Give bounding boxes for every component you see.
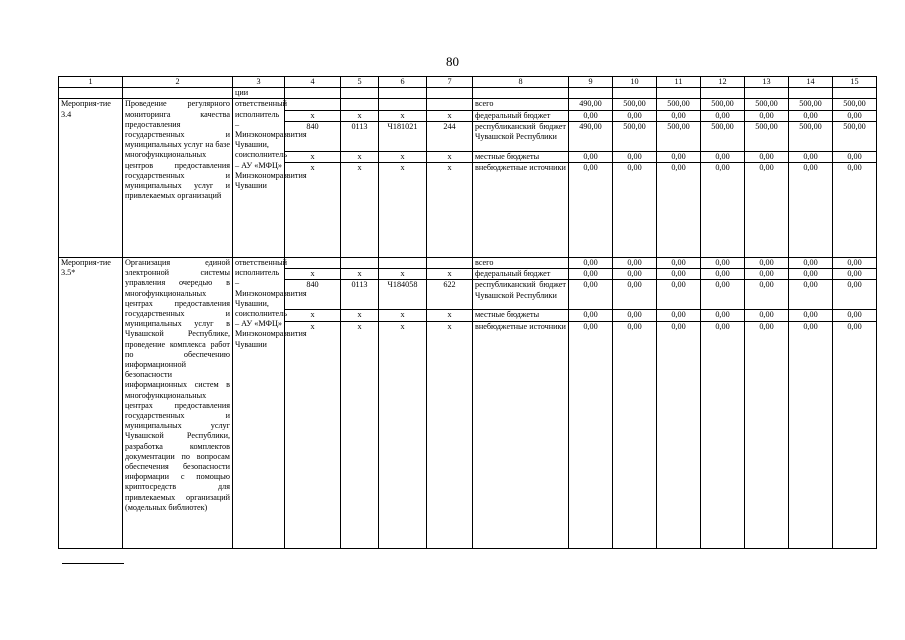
col-header: 10 xyxy=(613,77,657,88)
budget-code-cell xyxy=(285,258,341,269)
amount-cell: 500,00 xyxy=(613,121,657,151)
amount-cell: 0,00 xyxy=(789,163,833,258)
col-header: 6 xyxy=(379,77,427,88)
budget-row xyxy=(59,258,877,269)
budget-code-cell: x xyxy=(427,321,473,548)
amount-cell: 0,00 xyxy=(569,258,613,269)
amount-cell: 0,00 xyxy=(833,110,877,121)
column-numbers-row xyxy=(59,77,877,88)
budget-code-cell: 622 xyxy=(427,280,473,310)
amount-cell: 0,00 xyxy=(657,110,701,121)
amount-cell: 0,00 xyxy=(569,310,613,321)
continuation-text: ции xyxy=(233,88,285,99)
amount-cell: 0,00 xyxy=(569,163,613,258)
budget-code-cell xyxy=(427,99,473,110)
activity-description: Организация единой электронной системы управления очередью в многофункциональных центрах предоставления государственных и муниципальных услуг в Чувашской Республике, проведение комплекса работ по обеспечению информационной безопасности информационных систем в многофункциональных центрах предоставления государственных и муниципальных услуг Чувашской Республики, разработка комплектов документации по вопросам обеспечения безопасности информации с помощью криптосредств для привлекаемых организаций (модельных библиотек) xyxy=(125,258,230,512)
col-header: 13 xyxy=(745,77,789,88)
amount-cell: 0,00 xyxy=(789,280,833,310)
budget-code-cell: x xyxy=(341,310,379,321)
amount-cell: 0,00 xyxy=(789,321,833,548)
col-header: 14 xyxy=(789,77,833,88)
activity-executor: ответственный исполнитель – Минэкономразвития Чувашии, соисполнитель – АУ «МФЦ» Минэкономразвития Чувашии xyxy=(235,258,307,349)
amount-cell: 0,00 xyxy=(701,321,745,548)
amount-cell: 500,00 xyxy=(657,99,701,110)
amount-cell: 0,00 xyxy=(613,321,657,548)
budget-code-cell: x xyxy=(379,163,427,258)
budget-code-cell: x xyxy=(427,163,473,258)
amount-cell: 0,00 xyxy=(789,310,833,321)
col-header: 12 xyxy=(701,77,745,88)
budget-code-cell: x xyxy=(427,110,473,121)
col-header: 2 xyxy=(123,77,233,88)
page-number: 80 xyxy=(446,54,459,69)
amount-cell: 0,00 xyxy=(833,269,877,280)
amount-cell: 0,00 xyxy=(745,163,789,258)
amount-cell: 0,00 xyxy=(657,163,701,258)
budget-code-cell: x xyxy=(285,310,341,321)
amount-cell: 0,00 xyxy=(833,321,877,548)
amount-cell: 500,00 xyxy=(833,99,877,110)
budget-code-cell xyxy=(285,99,341,110)
budget-code-cell: x xyxy=(427,151,473,162)
footnote-separator xyxy=(62,563,124,564)
col-header: 15 xyxy=(833,77,877,88)
budget-code-cell: x xyxy=(379,269,427,280)
funding-source: местные бюджеты xyxy=(473,151,569,162)
funding-source: всего xyxy=(473,99,569,110)
funding-source: внебюджетные источники xyxy=(473,321,569,548)
budget-code-cell: x xyxy=(341,163,379,258)
col-header: 5 xyxy=(341,77,379,88)
budget-code-cell xyxy=(427,258,473,269)
budget-code-cell: x xyxy=(341,269,379,280)
budget-code-cell: x xyxy=(379,110,427,121)
amount-cell: 0,00 xyxy=(657,151,701,162)
amount-cell: 500,00 xyxy=(701,121,745,151)
amount-cell: 0,00 xyxy=(569,110,613,121)
amount-cell: 0,00 xyxy=(613,163,657,258)
amount-cell: 0,00 xyxy=(745,258,789,269)
funding-source: республиканский бюджет Чувашской Республики xyxy=(473,121,569,151)
amount-cell: 0,00 xyxy=(701,110,745,121)
activity-description: Проведение регулярного мониторинга качества предоставления государственных и муниципальных услуг на базе многофункциональных центров предоставления государственных и муниципальных услуг и привлекаемых организаций xyxy=(125,99,230,201)
activity-executor: ответственный исполнитель – Минэкономразвития Чувашии, соисполнитель – АУ «МФЦ» Минэкономразвития Чувашии xyxy=(235,99,307,191)
budget-code-cell xyxy=(341,258,379,269)
amount-cell: 0,00 xyxy=(613,280,657,310)
amount-cell: 500,00 xyxy=(745,121,789,151)
amount-cell: 0,00 xyxy=(569,151,613,162)
amount-cell: 0,00 xyxy=(701,310,745,321)
budget-code-cell: x xyxy=(341,110,379,121)
funding-source: федеральный бюджет xyxy=(473,269,569,280)
amount-cell: 0,00 xyxy=(569,280,613,310)
col-header: 7 xyxy=(427,77,473,88)
funding-source: республиканский бюджет Чувашской Республики xyxy=(473,280,569,310)
budget-code-cell: x xyxy=(285,269,341,280)
funding-source: внебюджетные источники xyxy=(473,163,569,258)
amount-cell: 0,00 xyxy=(745,110,789,121)
budget-code-cell: x xyxy=(285,321,341,548)
budget-code-cell: x xyxy=(379,310,427,321)
amount-cell: 0,00 xyxy=(789,269,833,280)
funding-source: федеральный бюджет xyxy=(473,110,569,121)
amount-cell: 0,00 xyxy=(569,321,613,548)
amount-cell: 490,00 xyxy=(569,99,613,110)
budget-code-cell: x xyxy=(285,151,341,162)
budget-code-cell xyxy=(379,258,427,269)
budget-code-cell: x xyxy=(285,163,341,258)
budget-code-cell: 0113 xyxy=(341,280,379,310)
amount-cell: 0,00 xyxy=(833,163,877,258)
funding-source: всего xyxy=(473,258,569,269)
activity-label: Мероприя-тие 3.4 xyxy=(61,99,111,119)
budget-code-cell: Ч184058 xyxy=(379,280,427,310)
amount-cell: 0,00 xyxy=(789,110,833,121)
funding-source: местные бюджеты xyxy=(473,310,569,321)
budget-code-cell: x xyxy=(427,310,473,321)
amount-cell: 0,00 xyxy=(613,310,657,321)
amount-cell: 0,00 xyxy=(657,258,701,269)
amount-cell: 0,00 xyxy=(745,151,789,162)
amount-cell: 0,00 xyxy=(833,310,877,321)
amount-cell: 490,00 xyxy=(569,121,613,151)
amount-cell: 0,00 xyxy=(613,269,657,280)
budget-code-cell: x xyxy=(427,269,473,280)
amount-cell: 0,00 xyxy=(745,269,789,280)
amount-cell: 500,00 xyxy=(657,121,701,151)
budget-row xyxy=(59,99,877,110)
activity-label: Мероприя-тие 3.5* xyxy=(61,258,111,278)
amount-cell: 500,00 xyxy=(789,99,833,110)
amount-cell: 0,00 xyxy=(833,280,877,310)
budget-table xyxy=(58,76,877,549)
budget-code-cell: x xyxy=(285,110,341,121)
budget-code-cell xyxy=(341,99,379,110)
amount-cell: 500,00 xyxy=(833,121,877,151)
budget-code-cell: 0113 xyxy=(341,121,379,151)
amount-cell: 0,00 xyxy=(789,151,833,162)
amount-cell: 500,00 xyxy=(613,99,657,110)
amount-cell: 0,00 xyxy=(833,258,877,269)
continuation-row xyxy=(59,88,877,99)
amount-cell: 0,00 xyxy=(701,151,745,162)
col-header: 11 xyxy=(657,77,701,88)
budget-code-cell: 840 xyxy=(285,280,341,310)
budget-code-cell: 840 xyxy=(285,121,341,151)
budget-code-cell: x xyxy=(341,151,379,162)
amount-cell: 0,00 xyxy=(701,280,745,310)
amount-cell: 0,00 xyxy=(657,269,701,280)
col-header: 3 xyxy=(233,77,285,88)
amount-cell: 0,00 xyxy=(657,321,701,548)
amount-cell: 0,00 xyxy=(613,110,657,121)
col-header: 1 xyxy=(59,77,123,88)
col-header: 8 xyxy=(473,77,569,88)
budget-code-cell xyxy=(379,99,427,110)
col-header: 4 xyxy=(285,77,341,88)
budget-code-cell: x xyxy=(379,321,427,548)
budget-code-cell: Ч181021 xyxy=(379,121,427,151)
budget-code-cell: x xyxy=(341,321,379,548)
budget-code-cell: 244 xyxy=(427,121,473,151)
amount-cell: 0,00 xyxy=(613,151,657,162)
amount-cell: 0,00 xyxy=(833,151,877,162)
amount-cell: 0,00 xyxy=(745,280,789,310)
amount-cell: 500,00 xyxy=(701,99,745,110)
amount-cell: 0,00 xyxy=(789,258,833,269)
amount-cell: 0,00 xyxy=(745,321,789,548)
amount-cell: 0,00 xyxy=(613,258,657,269)
col-header: 9 xyxy=(569,77,613,88)
budget-code-cell: x xyxy=(379,151,427,162)
amount-cell: 0,00 xyxy=(701,163,745,258)
amount-cell: 0,00 xyxy=(701,258,745,269)
amount-cell: 0,00 xyxy=(657,310,701,321)
amount-cell: 0,00 xyxy=(657,280,701,310)
amount-cell: 0,00 xyxy=(745,310,789,321)
amount-cell: 500,00 xyxy=(745,99,789,110)
amount-cell: 0,00 xyxy=(701,269,745,280)
amount-cell: 500,00 xyxy=(789,121,833,151)
amount-cell: 0,00 xyxy=(569,269,613,280)
